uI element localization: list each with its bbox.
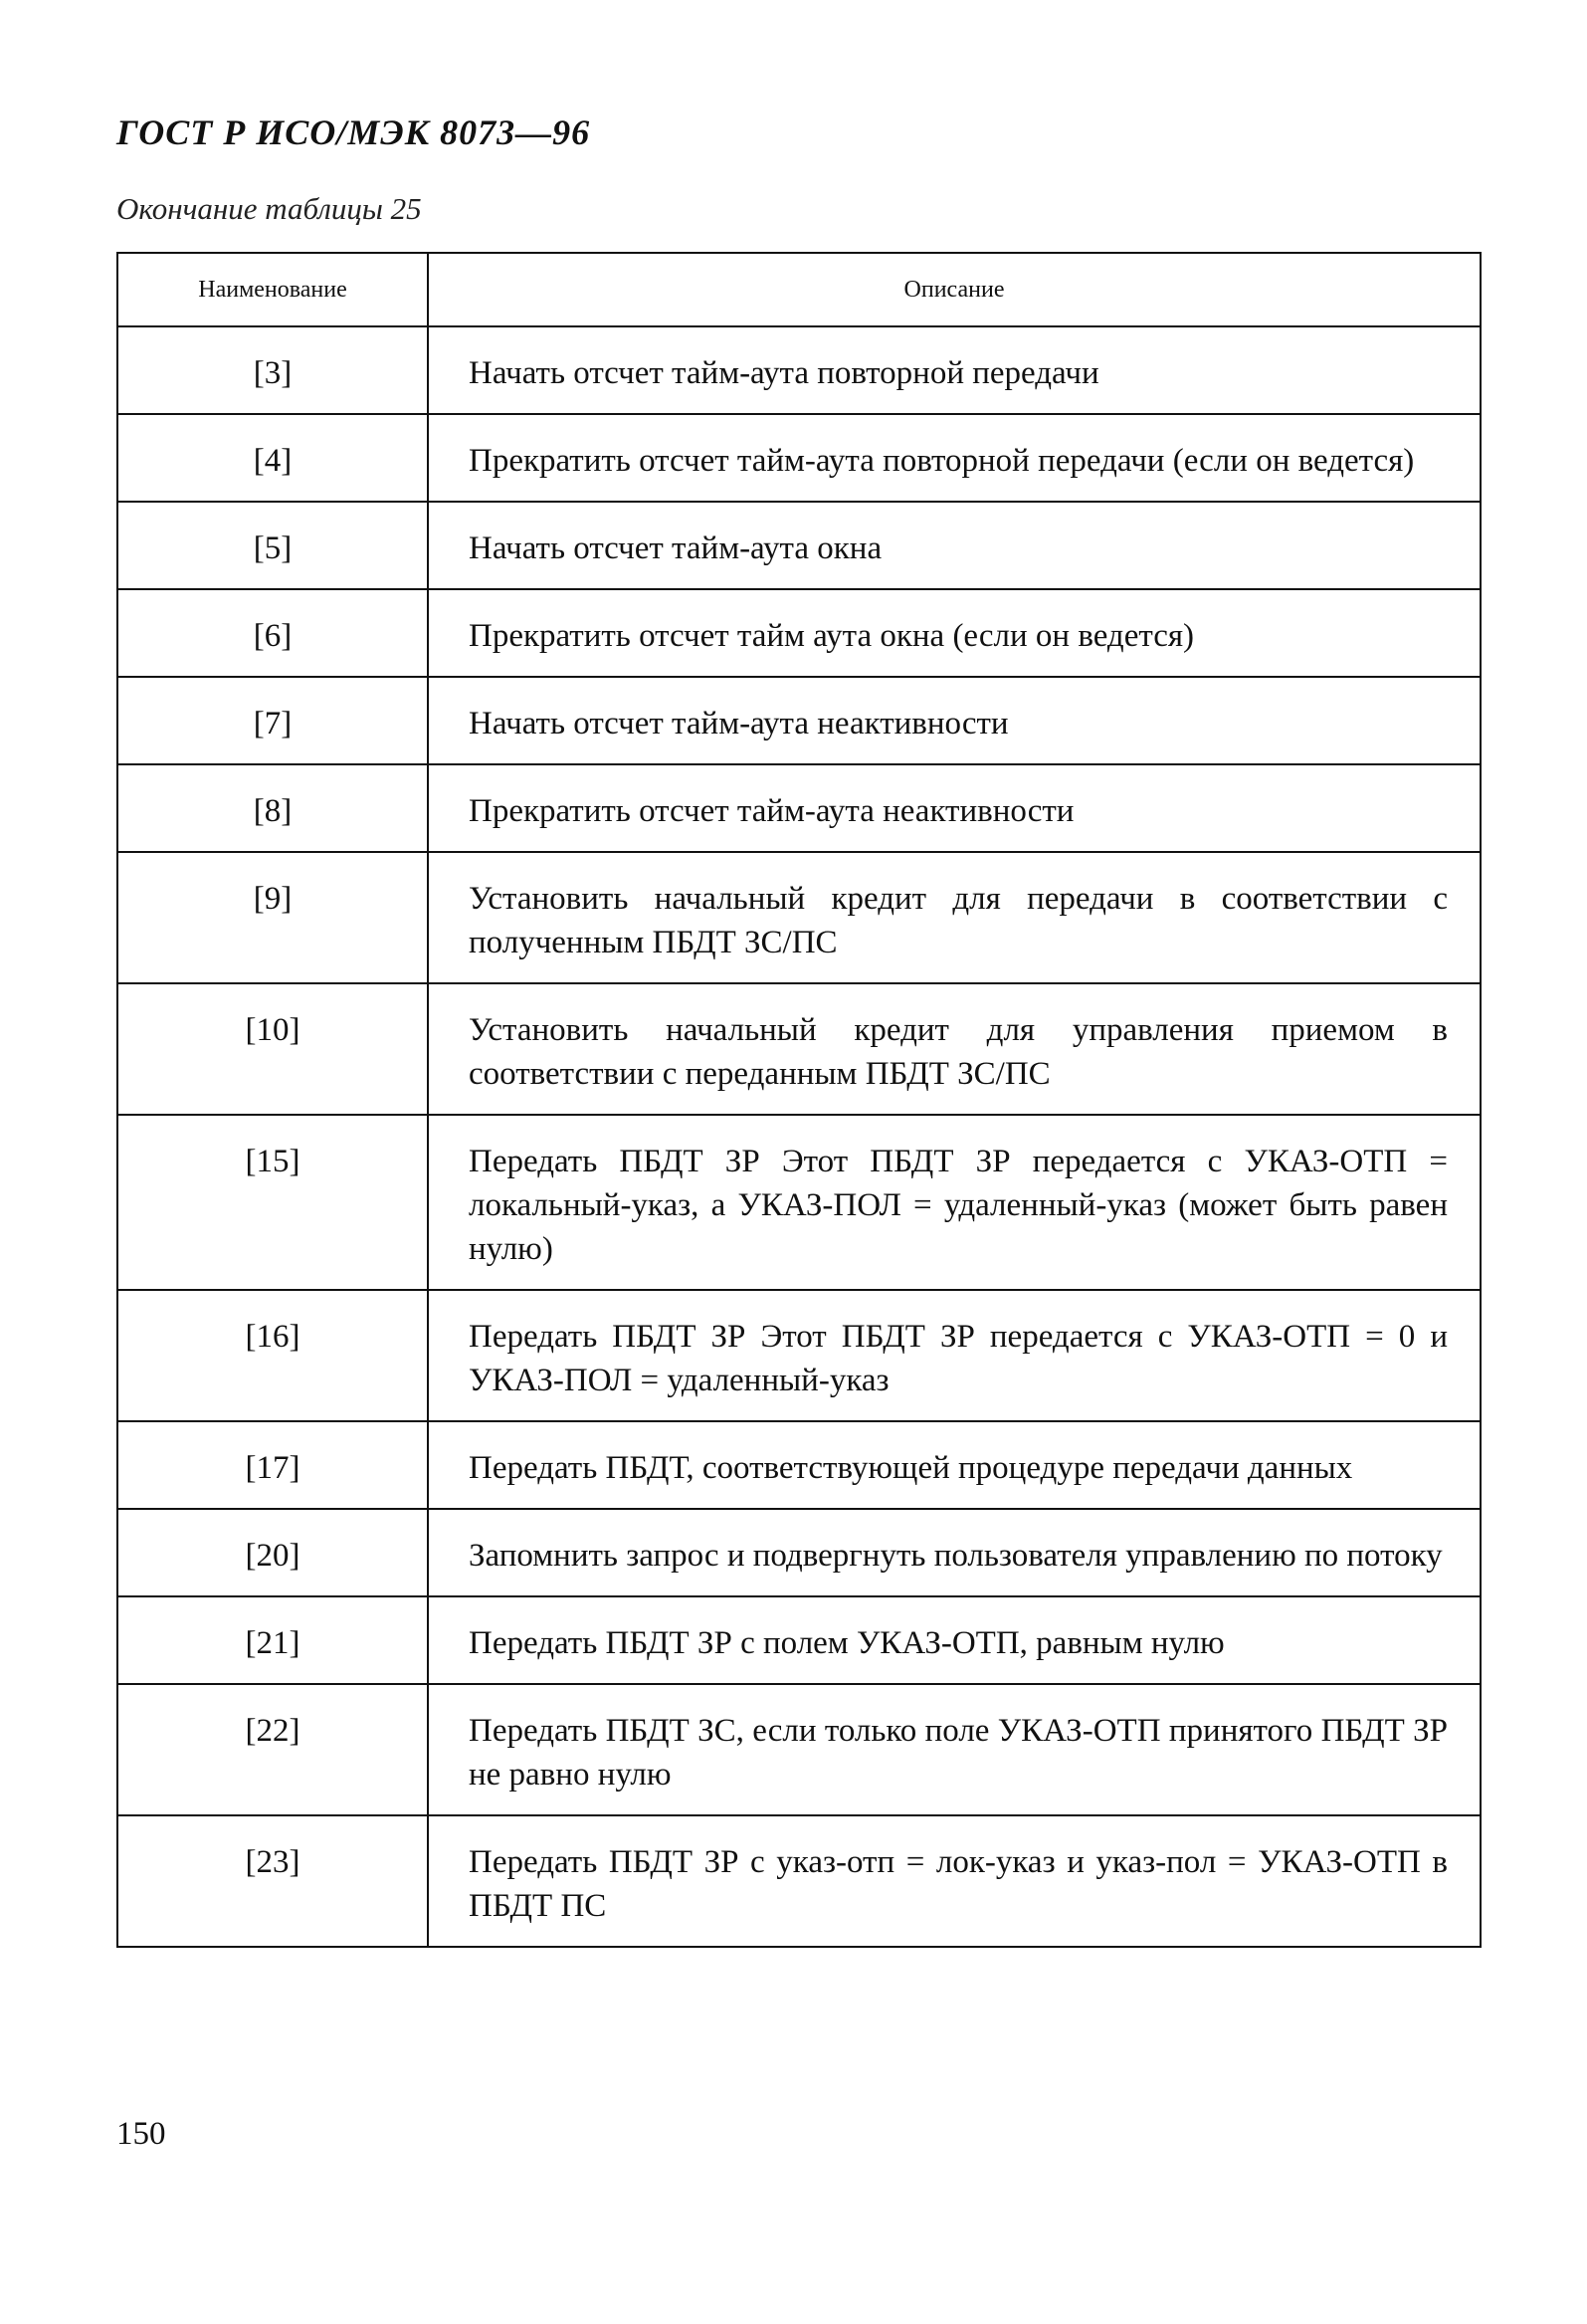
row-description: Прекратить отсчет тайм-аута неактивности [428,764,1481,852]
table-row [117,589,1481,677]
row-description: Установить начальный кредит для передачи в соответствии с полученным ПБДТ ЗС/ПС [428,852,1481,983]
row-name: [21] [117,1596,428,1684]
row-name: [20] [117,1509,428,1596]
row-name: [10] [117,983,428,1115]
row-name: [4] [117,414,428,502]
table-row [117,677,1481,764]
table-caption: Окончание таблицы 25 [116,191,422,226]
row-name: [5] [117,502,428,589]
row-name: [8] [117,764,428,852]
row-description: Прекратить отсчет тайм-аута повторной передачи (если он ведется) [428,414,1481,502]
table-row [117,502,1481,589]
table-row [117,414,1481,502]
row-name: [6] [117,589,428,677]
row-name: [15] [117,1115,428,1290]
table-row [117,1815,1481,1947]
row-description: Начать отсчет тайм-аута неактивности [428,677,1481,764]
row-description: Начать отсчет тайм-аута повторной передачи [428,326,1481,414]
row-description: Запомнить запрос и подвергнуть пользователя управлению по потоку [428,1509,1481,1596]
table-row [117,852,1481,983]
table-row [117,983,1481,1115]
row-description: Передать ПБДТ ЗР Этот ПБДТ ЗР передается с УКАЗ-ОТП = локальный-указ, а УКАЗ-ПОЛ = удаленный-указ (может быть равен нулю) [428,1115,1481,1290]
row-description: Начать отсчет тайм-аута окна [428,502,1481,589]
table-row [117,1596,1481,1684]
row-description: Передать ПБДТ ЗР с полем УКАЗ-ОТП, равным нулю [428,1596,1481,1684]
table-row [117,1684,1481,1815]
table-row [117,1115,1481,1290]
table-row [117,1421,1481,1509]
actions-table [116,252,1482,1948]
table-row [117,1290,1481,1421]
row-name: [3] [117,326,428,414]
row-description: Передать ПБДТ ЗР Этот ПБДТ ЗР передается с УКАЗ-ОТП = 0 и УКАЗ-ПОЛ = удаленный-указ [428,1290,1481,1421]
row-description: Установить начальный кредит для управления приемом в соответствии с переданным ПБДТ ЗС/ПС [428,983,1481,1115]
row-name: [22] [117,1684,428,1815]
row-name: [17] [117,1421,428,1509]
document-header: ГОСТ Р ИСО/МЭК 8073—96 [116,112,591,152]
row-description: Передать ПБДТ, соответствующей процедуре передачи данных [428,1421,1481,1509]
row-name: [23] [117,1815,428,1947]
page-number: 150 [116,2116,166,2152]
row-name: [7] [117,677,428,764]
row-description: Передать ПБДТ ЗР с указ-отп = лок-указ и указ-пол = УКАЗ-ОТП в ПБДТ ПС [428,1815,1481,1947]
row-description: Прекратить отсчет тайм аута окна (если он ведется) [428,589,1481,677]
row-description: Передать ПБДТ ЗС, если только поле УКАЗ-ОТП принятого ПБДТ ЗР не равно нулю [428,1684,1481,1815]
table-row [117,764,1481,852]
table-row [117,326,1481,414]
column-header-name: Наименование [117,253,428,326]
row-name: [9] [117,852,428,983]
row-name: [16] [117,1290,428,1421]
column-header-description: Описание [428,253,1481,326]
table-header-row [117,253,1481,326]
table-row [117,1509,1481,1596]
